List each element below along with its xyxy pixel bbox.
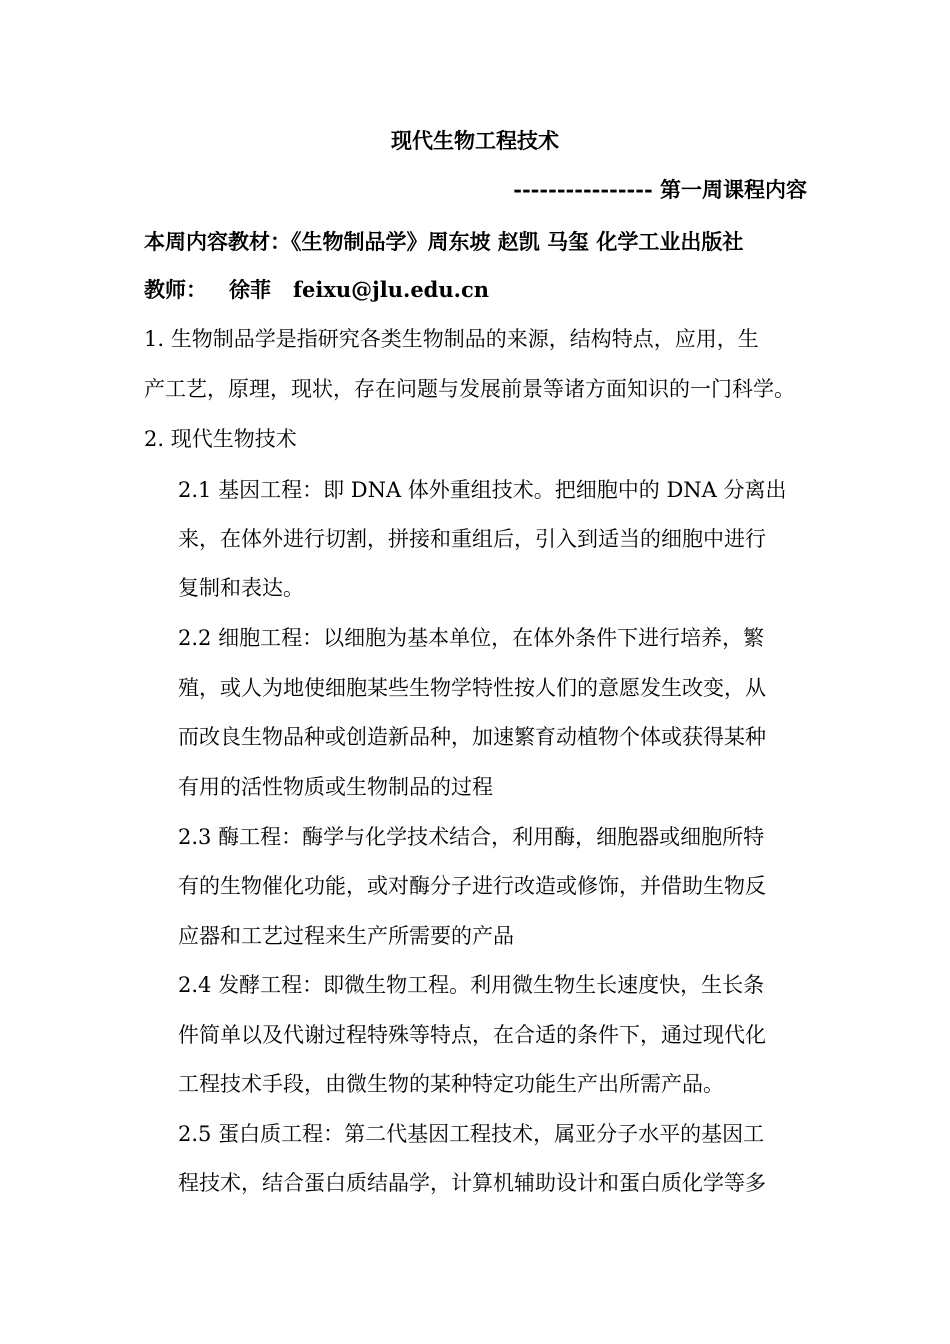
item-2-5-line: 程技术，结合蛋白质结晶学，计算机辅助设计和蛋白质化学等多 bbox=[178, 1171, 766, 1195]
item-2-1-line: 复制和表达。 bbox=[178, 576, 304, 600]
textbook-line: 本周内容教材：《生物制品学》周东坡 赵凯 马玺 化学工业出版社 bbox=[144, 229, 744, 254]
item-2-4-line: 件简单以及代谢过程特殊等特点，在合适的条件下，通过现代化 bbox=[178, 1023, 766, 1047]
section1-line: 产工艺，原理，现状，存在问题与发展前景等诸方面知识的一门科学。 bbox=[144, 377, 795, 401]
section2-heading: 2. 现代生物技术 bbox=[144, 427, 297, 451]
item-2-1-line: 2.1 基因工程：即 DNA 体外重组技术。把细胞中的 DNA 分离出 bbox=[178, 478, 787, 502]
item-2-2-line: 2.2 细胞工程：以细胞为基本单位，在体外条件下进行培养，繁 bbox=[178, 626, 765, 650]
teacher-label: 教师： bbox=[144, 277, 207, 302]
item-2-3-line: 应器和工艺过程来生产所需要的产品 bbox=[178, 924, 514, 948]
item-2-4-line: 工程技术手段，由微生物的某种特定功能生产出所需产品。 bbox=[178, 1072, 724, 1096]
item-2-2-line: 殖，或人为地使细胞某些生物学特性按人们的意愿发生改变，从 bbox=[178, 676, 766, 700]
document-title: 现代生物工程技术 bbox=[391, 128, 559, 153]
item-2-2-line: 而改良生物品种或创造新品种，加速繁育动植物个体或获得某种 bbox=[178, 725, 766, 749]
section1-line: 1. 生物制品学是指研究各类生物制品的来源，结构特点，应用，生 bbox=[144, 327, 759, 351]
item-2-2-line: 有用的活性物质或生物制品的过程 bbox=[178, 775, 493, 799]
document-subtitle: ---------------- 第一周课程内容 bbox=[513, 177, 807, 202]
teacher-line bbox=[144, 275, 489, 305]
item-2-3-line: 2.3 酶工程：酶学与化学技术结合，利用酶，细胞器或细胞所特 bbox=[178, 825, 765, 849]
item-2-5-line: 2.5 蛋白质工程：第二代基因工程技术，属亚分子水平的基因工 bbox=[178, 1122, 765, 1146]
teacher-email: feixu@jlu.edu.cn bbox=[293, 277, 489, 302]
item-2-1-line: 来，在体外进行切割，拼接和重组后，引入到适当的细胞中进行 bbox=[178, 527, 766, 551]
item-2-4-line: 2.4 发酵工程：即微生物工程。利用微生物生长速度快，生长条 bbox=[178, 973, 765, 997]
teacher-name: 徐菲 bbox=[229, 277, 271, 302]
item-2-3-line: 有的生物催化功能，或对酶分子进行改造或修饰，并借助生物反 bbox=[178, 874, 766, 898]
